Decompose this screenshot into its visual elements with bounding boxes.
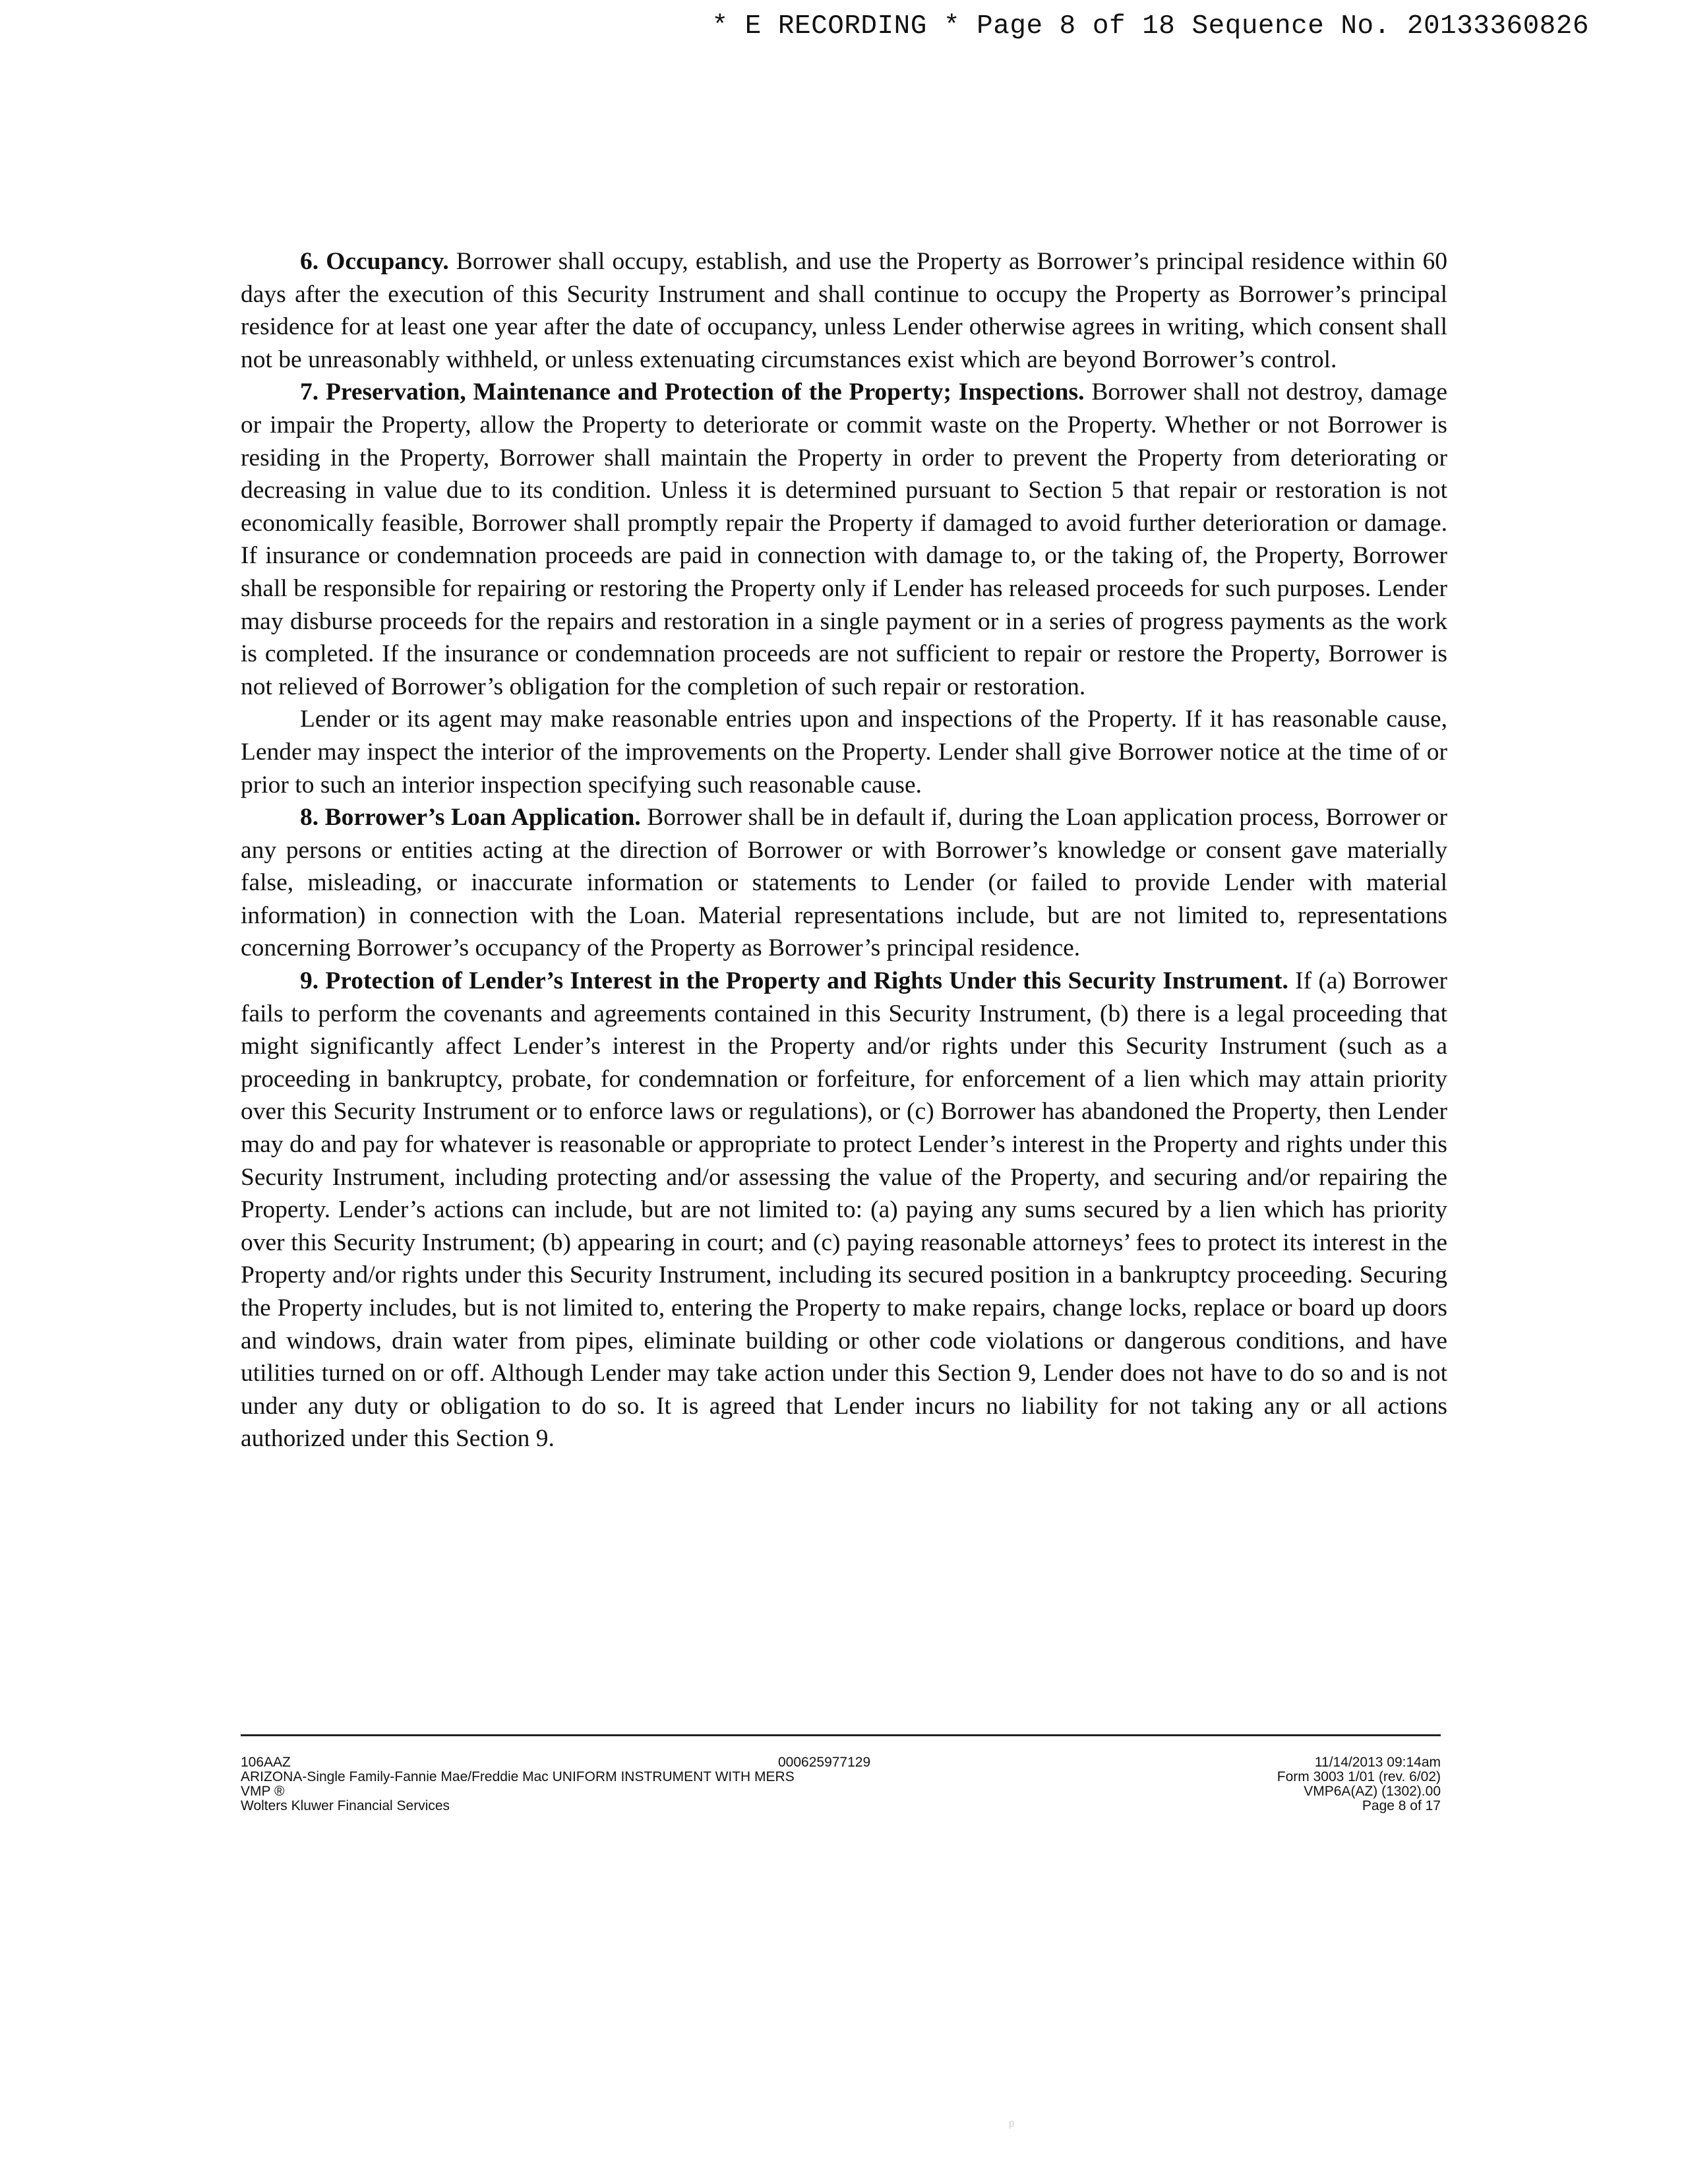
timestamp: 11/14/2013 09:14am: [1314, 1755, 1441, 1770]
section-heading: 7. Preservation, Maintenance and Protection of the Property; Inspections.: [300, 379, 1085, 406]
section-protection: [241, 965, 1447, 1455]
publisher: Wolters Kluwer Financial Services: [241, 1798, 450, 1813]
loan-number: 000625977129: [778, 1755, 871, 1770]
footer-center: [778, 1755, 870, 1770]
section-text: Borrower shall be in default if, during the Loan application process, Borrower or any persons or entities acting at the direction of Borrower or with Borrower’s knowledge or consent gave materially false, misleading, or inaccurate information or statements to Lender (or failed to provide Lender with material information) in connection with the Loan. Material representations include, but are not limited to, representations concerning Borrower’s occupancy of the Property as Borrower’s principal residence.: [241, 804, 1448, 962]
section-text: If (a) Borrower fails to perform the covenants and agreements contained in this Security Instrument, (b) there is a legal proceeding that might significantly affect Lender’s interest in the Property and/or rights under this Security Instrument (such as a proceeding in bankruptcy, probate, for condemnation or forfeiture, for enforcement of a lien which may attain priority over this Security Instrument or to enforce laws or regulations), or (c) Borrower has abandoned the Property, then Lender may do and pay for whatever is reasonable or appropriate to protect Lender’s interest in the Property and rights under this Security Instrument, including protecting and/or assessing the value of the Property, and securing and/or repairing the Property. Lender’s actions can include, but are not limited to: (a) paying any sums secured by a lien which has priority over this Security Instrument; (b) appearing in court; and (c) paying reasonable attorneys’ fees to protect its interest in the Property and/or rights under this Security Instrument, including its secured position in a bankruptcy proceeding. Securing the Property includes, but is not limited to, entering the Property to make repairs, change locks, replace or board up doors and windows, drain water from pipes, eliminate building or other code violations or dangerous conditions, and have utilities turned on or off. Although Lender may take action under this Section 9, Lender does not have to do so and is not under any duty or obligation to do so. It is agreed that Lender incurs no liability for not taking any or all actions authorized under this Section 9.: [241, 967, 1448, 1453]
section-occupancy: [241, 245, 1447, 376]
footer-right: [1277, 1755, 1441, 1813]
section-heading: 8. Borrower’s Loan Application.: [300, 804, 641, 832]
section-loan-application: [241, 801, 1447, 965]
section-inspections: [241, 703, 1447, 801]
section-text: Borrower shall occupy, establish, and use the Property as Borrower’s principal residence within 60 days after the execution of this Security Instrument and shall continue to occupy the Property as Borrower’s principal residence for at least one year after the date of occupancy, unless Lender otherwise agrees in writing, which consent shall not be unreasonably withheld, or unless extenuating circumstances exist which are beyond Borrower’s control.: [241, 248, 1447, 373]
form-description: ARIZONA-Single Family-Fannie Mae/Freddie Mac UNIFORM INSTRUMENT WITH MERS: [241, 1769, 795, 1784]
form-code: 106AAZ: [241, 1755, 291, 1770]
vmp-code: VMP6A(AZ) (1302).00: [1304, 1784, 1441, 1799]
recording-header: * E RECORDING * Page 8 of 18 Sequence No. 20133360826: [711, 11, 1589, 42]
section-heading: 9. Protection of Lender’s Interest in the Property and Rights Under this Security Instrument.: [300, 967, 1288, 995]
section-text: Lender or its agent may make reasonable entries upon and inspections of the Property. If it has reasonable cause, Lender may inspect the interior of the improvements on the Property. Lender shall give Borrower notice at the time of or prior to such an interior inspection specifying such reasonable cause.: [241, 706, 1447, 799]
page-footer: [241, 1755, 1441, 1835]
footer-divider: [241, 1734, 1441, 1736]
page-number: Page 8 of 17: [1362, 1798, 1441, 1813]
document-body: [241, 245, 1447, 1455]
margin-mark: ᵖ: [1009, 2117, 1015, 2133]
section-preservation: [241, 376, 1447, 703]
vmp-label: VMP ®: [241, 1784, 285, 1799]
section-heading: 6. Occupancy.: [300, 248, 449, 275]
form-number: Form 3003 1/01 (rev. 6/02): [1277, 1769, 1441, 1784]
section-text: Borrower shall not destroy, damage or impair the Property, allow the Property to deteriorate or commit waste on the Property. Whether or not Borrower is residing in the Property, Borrower shall maintain the Property in order to prevent the Property from deteriorating or decreasing in value due to its condition. Unless it is determined pursuant to Section 5 that repair or restoration is not economically feasible, Borrower shall promptly repair the Property if damaged to avoid further deterioration or damage. If insurance or condemnation proceeds are paid in connection with damage to, or the taking of, the Property, Borrower shall be responsible for repairing or restoring the Property only if Lender has released proceeds for such purposes. Lender may disburse proceeds for the repairs and restoration in a single payment or in a series of progress payments as the work is completed. If the insurance or condemnation proceeds are not sufficient to repair or restore the Property, Borrower is not relieved of Borrower’s obligation for the completion of such repair or restoration.: [241, 379, 1447, 700]
